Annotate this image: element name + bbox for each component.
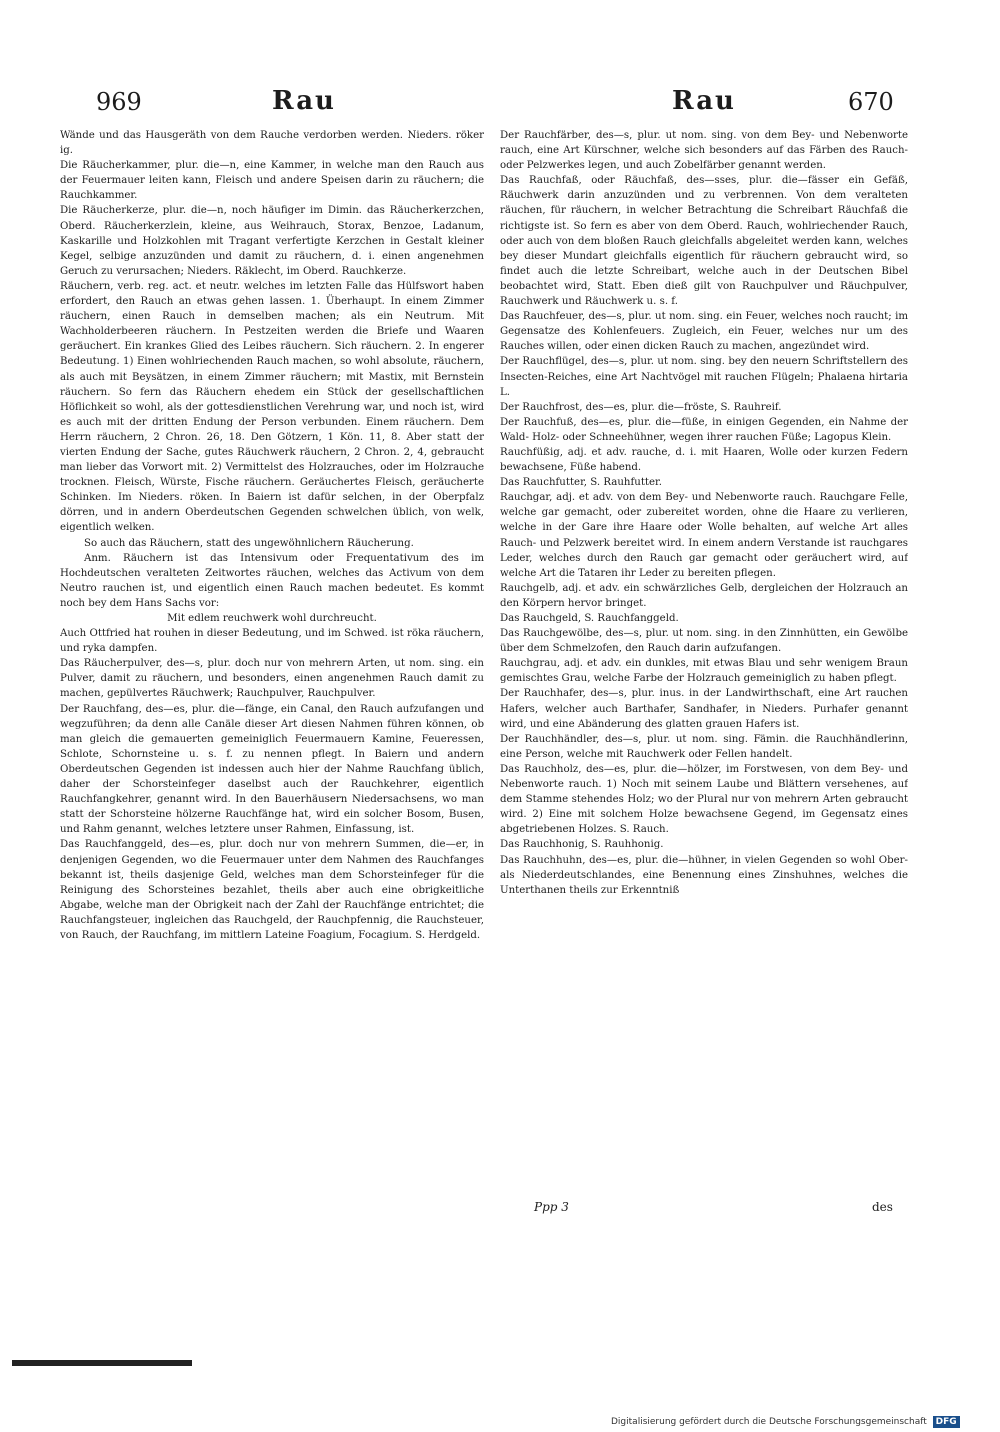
digitization-footer bbox=[611, 1414, 1000, 1430]
black-rule bbox=[12, 1360, 192, 1366]
entry-rauchfang: Der Rauchfang, des—es, plur. die—fänge, ein Canal, den Rauch aufzufangen und wegzuführen; da denn alle Canäle dieser Art diesen Nahmen führen können, ob man gleich die gemauerten gemeiniglich Feuermauern Kamine, Feueressen, Schlote, Schornsteine u. s. f. zu nennen pflegt. In Baiern und andern Oberdeutschen Gegenden ist indessen auch hier der Nahme Rauchfang üblich, daher der Schorsteinfeger daselbst auch der Rauchkehrer, eigentlich Rauchfangkehrer, genannt wird. In den Bauerhäusern Niedersachsens, wo man statt der Schorsteine hölzerne Rauchfänge hat, wird ein solcher Bosom, Busen, und Rahm genannt, welches letztere unser Rahmen, Einfassung, ist. bbox=[60, 703, 484, 836]
right-page-number: 670 bbox=[848, 88, 894, 116]
page-header bbox=[0, 84, 1000, 124]
entry-rauchgrau: Rauchgrau, adj. et adv. ein dunkles, mit etwas Blau und sehr wenigem Braun gemischtes Grau, welche Farbe der Holzrauch gemeiniglich zu haben pflegt. bbox=[500, 658, 908, 685]
entry-rauchhuhn: Das Rauchhuhn, des—es, plur. die—hühner, in vielen Gegenden so wohl Ober- als Niederdeutschlandes, eine Benennung eines Zinshuhnes, welches die Unterthanen theils zur Erkenntniß bbox=[500, 854, 908, 896]
entry-rauchgelb: Rauchgelb, adj. et adv. ein schwärzliches Gelb, dergleichen der Holzrauch an den Körpern hervor bringet. bbox=[500, 582, 908, 609]
entry-rauchholz: Das Rauchholz, des—es, plur. die—hölzer, im Forstwesen, von dem Bey- und Nebenworte rauch. 1) Noch mit seinem Laube und Blättern versehenes, auf dem Stamme stehendes Holz; wo der Plural nur von mehrern Arten gebraucht wird. 2) Eine mit solchem Holze bewachsene Gegend, im Gegensatz eines abgetriebenen Holzes. S. Rauch. bbox=[500, 763, 908, 836]
entry-rauchhaendler: Der Rauchhändler, des—s, plur. ut nom. sing. Fämin. die Rauchhändlerinn, eine Person, welche mit Rauchwerk oder Fellen handelt. bbox=[500, 733, 908, 760]
entry-raeucherkerze: Die Räucherkerze, plur. die—n, noch häufiger im Dimin. das Räucherkerzchen, Oberd. Räucherkerzlein, kleine, aus Weihrauch, Storax, Benzoe, Ladanum, Kaskarille und Holzkohlen mit Tragant verfertigte Kerzchen in Gestalt kleiner Kegel, selbige anzuzünden und damit zu räuchern, d. i. einen angenehmen Geruch zu verursachen; Nieders. Räklecht, im Oberd. Rauchkerze. bbox=[60, 205, 484, 277]
entry-rauchhafer: Der Rauchhafer, des—s, plur. inus. in der Landwirthschaft, eine Art rauchen Hafers, welcher auch Barthafer, Sandhafer, in Nieders. Purhafer genannt wird, und eine Abänderung des glatten grauen Hafers ist. bbox=[500, 688, 908, 730]
entry-anmerkung: Anm. Räuchern ist das Intensivum oder Frequentativum des im Hochdeutschen veralteten Zeitwortes räuchen, welches das Activum von dem Neutro rauchen ist, und eigentlich einen Rauch machen bedeutet. Es kommt noch bey dem Hans Sachs vor: bbox=[60, 552, 484, 609]
entry-text: Auch Ottfried hat rouhen in dieser Bedeutung, und im Schwed. ist röka räuchern, und ryka dampfen. bbox=[60, 628, 484, 655]
dfg-logo: DFG bbox=[933, 1416, 960, 1428]
signature-mark: Ppp 3 bbox=[534, 1200, 569, 1214]
entry-rauchhonig: Das Rauchhonig, S. Rauhhonig. bbox=[500, 839, 664, 851]
entry-rauchfrost: Der Rauchfrost, des—es, plur. die—fröste, S. Rauhreif. bbox=[500, 401, 782, 413]
entry-rauchfass: Das Rauchfaß, oder Räuchfaß, des—sses, plur. die—fässer ein Gefäß, Räuchwerk darin anzuzünden und zu verbrennen. Von dem veralteten räuchen, für räuchern, in welcher Betrachtung die Schreibart Räuchfaß die richtigste ist. So fern es aber von dem Oberd. Rauch, wohlriechender Rauch, oder auch von dem bloßen Rauch gleichfalls abgeleitet werden kann, welches bey dieser Mundart gleichfalls eigentlich für räuchern gebraucht wird, so findet auch die letzte Schreibart, welche auch in der Deutschen Bibel beobachtet wird, Statt. Eben dieß gilt von Rauchpulver und Räuchpulver, Rauchwerk und Räuchwerk u. s. f. bbox=[500, 175, 908, 308]
entry-rauchfutter: Das Rauchfutter, S. Rauhfutter. bbox=[500, 477, 663, 489]
entry-rauchfluegel: Der Rauchflügel, des—s, plur. ut nom. sing. bey den neuern Schriftstellern des Insecten-Reiches, eine Art Nachtvögel mit rauchen Flügeln; Phalaena hirtaria L. bbox=[500, 356, 908, 398]
entry-rauchgewoelbe: Das Rauchgewölbe, des—s, plur. ut nom. sing. in den Zinnhütten, ein Gewölbe über dem Schmelzofen, den Rauch darin aufzufangen. bbox=[500, 628, 908, 655]
left-running-head: Rau bbox=[272, 86, 336, 116]
right-running-head: Rau bbox=[672, 86, 736, 116]
entry-rauchfuss: Der Rauchfuß, des—es, plur. die—füße, in einigen Gegenden, ein Nahme der Wald- Holz- oder Schneehühner, wegen ihrer rauchen Füße; Lagopus Klein. bbox=[500, 416, 908, 443]
entry-raeucherkammer: Die Räucherkammer, plur. die—n, eine Kammer, in welche man den Rauch aus der Feuermauer leiten kann, Fleisch und andere Speisen darin zu räuchern; die Rauchkammer. bbox=[60, 160, 484, 202]
left-page-number: 969 bbox=[96, 88, 142, 116]
left-column bbox=[60, 128, 484, 1218]
entry-rauchfuessig: Rauchfüßig, adj. et adv. rauche, d. i. mit Haaren, Wolle oder kurzen Federn bewachsene, Füße habend. bbox=[500, 446, 908, 474]
entry-raeuchern: Räuchern, verb. reg. act. et neutr. welches im letzten Falle das Hülfswort haben erfordert, den Rauch an etwas gehen lassen. 1. Überhaupt. In einem Zimmer räuchern, einen Rauch in demselben machen; als ein Neutrum. Mit Wachholderbeeren räuchern. In Pestzeiten werden die Briefe und Waaren geräuchert. Ein krankes Glied des Leibes räuchern. Sich räuchern. 2. In engerer Bedeutung. 1) Einen wohlriechenden Rauch machen, so wohl absolute, räuchern, als auch mit Beysätzen, in einem Zimmer räuchern; mit Mastix, mit Bernstein räuchern. So fern das Räuchern ehedem ein Stück der gesellschaftlichen Höflichkeit so wohl, als der gottesdienstlichen Verehrung war, und noch ist, wird es auch mit der dritten Endung der Person verbunden. Einem räuchern. Dem Herrn räuchern, 2 Chron. 26, 18. Den Götzern, 1 Kön. 11, 8. Aber statt der vierten Endung der Sache, gutes Räuchwerk räuchern, 2 Chron. 2, 4, gebraucht man lieber das Vorwort mit. 2) Vermittelst des Holzrauches, oder im Holzrauche trocknen. Fleisch, Würste, Fische räuchern. Geräuchertes Fleisch, geräucherte Schinken. Im Nieders. röken. In Baiern ist dafür selchen, in der Oberpfalz dörren, und in andern Oberdeutschen Gegenden schwelchen üblich, von welk, eigentlich welken. bbox=[60, 280, 484, 534]
entry-rauchfaerber: Der Rauchfärber, des—s, plur. ut nom. sing. von dem Bey- und Nebenworte rauch, eine Art Kürschner, welche sich besonders auf das Färben des Rauch- oder Pelzwerkes legen, und auch Zobelfärber genannt werden. bbox=[500, 130, 908, 172]
entry-rauchfanggeld: Das Rauchfanggeld, des—es, plur. doch nur von mehrern Summen, die—er, in denjenigen Gegenden, wo die Feuermauer unter dem Nahmen des Rauchfanges bekannt ist, theils dasjenige Geld, welches man dem Schorsteinfeger für die Reinigung des Schorsteines bezahlet, theils aber auch eine obrigkeitliche Abgabe, welche man der Obrigkeit nach der Zahl der Rauchfänge entrichtet; die Rauchfangsteuer, ingleichen das Rauchgeld, der Rauchpfennig, die Rauchsteuer, von Rauch, der Rauchfang, im mittlern Lateine Foagium, Focagium. S. Herdgeld. bbox=[60, 839, 484, 941]
catchword: des bbox=[872, 1200, 893, 1214]
entry-note: So auch das Räuchern, statt des ungewöhnlichern Räucherung. bbox=[84, 537, 414, 549]
footer-text: Digitalisierung gefördert durch die Deutsche Forschungsgemeinschaft bbox=[611, 1417, 927, 1427]
right-column bbox=[500, 128, 908, 1218]
entry-rauchgeld: Das Rauchgeld, S. Rauchfanggeld. bbox=[500, 613, 679, 624]
entry-text: Wände und das Hausgeräth von dem Rauche verdorben werden. Nieders. röker ig. bbox=[60, 130, 484, 157]
entry-raeucherpulver: Das Räucherpulver, des—s, plur. doch nur von mehrern Arten, ut nom. sing. ein Pulver, damit zu räuchern, und besonders, einen angenehmen Rauch damit zu machen, gepülvertes Räuchwerk; Rauchpulver, Rauchpulver. bbox=[60, 658, 484, 700]
entry-rauchfeuer: Das Rauchfeuer, des—s, plur. ut nom. sing. ein Feuer, welches noch raucht; im Gegensatze des Kohlenfeuers. Zugleich, ein Feuer, welches nur um des Rauches willen, oder einen dicken Rauch zu machen, angezündet wird. bbox=[500, 311, 908, 353]
quotation: Mit edlem reuchwerk wohl durchreucht. bbox=[167, 613, 377, 624]
entry-rauchgar: Rauchgar, adj. et adv. von dem Bey- und Nebenworte rauch. Rauchgare Felle, welche gar gemacht, oder zubereitet worden, ohne die Haare zu verlieren, welche in der Gare ihre Haare oder Wolle behalten, auf welche Art alles Rauch- und Pelzwerk bereitet wird. In einem andern Verstande ist rauchgares Leder, welches durch den Rauch gar gemacht oder geräuchert wird, auf welche Art die Tataren ihr Leder zu bereiten pflegen. bbox=[500, 492, 908, 579]
